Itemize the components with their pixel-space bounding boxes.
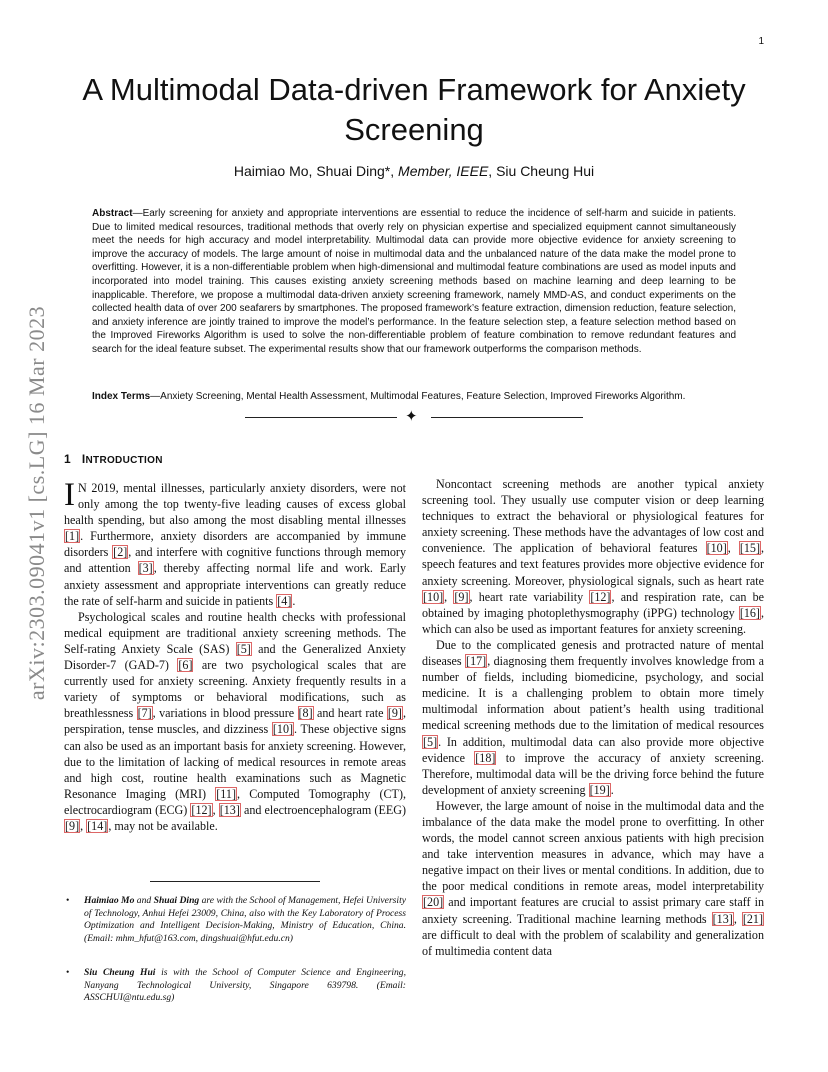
text: ,: [444, 589, 454, 604]
text: are two psychological scales that are currently used for anxiety screening. Anxiety frequently results in a variety of symptoms or behavioral modifications, such as breathlessness: [64, 658, 406, 721]
citation-link[interactable]: [15]: [739, 541, 760, 556]
text: is with the School of Computer Science and Engineering, Nanyang Technological University, Singapore 639798. (Email: ASSCHUI@ntu.edu.sg): [84, 967, 406, 1004]
citation-link[interactable]: [12]: [191, 802, 212, 817]
citation-link[interactable]: [5]: [423, 734, 438, 749]
index-terms-text: —Anxiety Screening, Mental Health Assessment, Multimodal Features, Feature Selection, Improved Fireworks Algorithm.: [150, 391, 686, 402]
citation-link[interactable]: [4]: [277, 593, 292, 608]
citation-link[interactable]: [20]: [423, 895, 444, 910]
citation-link[interactable]: [16]: [739, 605, 760, 620]
citation-link[interactable]: [8]: [298, 706, 313, 721]
text: , heart rate variability: [469, 589, 590, 604]
authors: [60, 163, 768, 179]
section-separator: [245, 407, 583, 425]
author-name: Shuai Ding: [153, 895, 200, 906]
text: . In addition, multimodal data can also provide more objective evidence: [422, 734, 764, 765]
text: ,: [80, 818, 87, 833]
text: , which can also be used as important features for anxiety screening.: [422, 605, 764, 636]
text: and electroencephalogram (EEG): [240, 802, 406, 817]
paragraph: [422, 637, 764, 798]
citation-link[interactable]: [19]: [589, 782, 610, 797]
text: However, the large amount of noise in the multimodal data and the imbalance of the data make the model prone to overfitting. In other words, the model cannot screen anxious patients with high precision and take intervention measures in advance, which may have a negative impact on their lives or mental conditions. In addition, due to the poor medical conditions in remote areas, model interpretability: [422, 798, 764, 894]
author-name: Haimiao Mo: [84, 895, 135, 906]
footnote: [64, 967, 406, 1005]
author-membership: Member, IEEE: [398, 163, 489, 179]
text: and: [134, 895, 154, 906]
citation-link[interactable]: [13]: [219, 802, 240, 817]
text: and heart rate: [313, 706, 387, 721]
text: mental illnesses, particularly anxiety disorders, were not only among the top twenty-five leading causes of excess global health spending, but also among the most disabling mental illnesses: [64, 481, 407, 528]
abstract-text: —Early screening for anxiety and appropriate interventions are essential to reduce the incidence of self-harm and suicide in patients. Due to limited medical resources, traditional methods that overly rely on physician expertise and specialized equipment cannot simultaneously meet the needs for high accuracy and model interpretability. Multimodal data can provide more objective evidence for anxiety screening to improve the accuracy of models. The large amount of noise in multimodal data and the unbalanced nature of the data make the model prone to overfitting. However, it is a non-differentiable problem when high-dimensional and multimodal feature combinations are used as model inputs and incorporated into model training. This causes existing anxiety screening methods based on machine learning and deep learning to be inapplicable. Therefore, we propose a multimodal data-driven anxiety screening framework, namely MMD-AS, and conduct experiments on the collected health data of over 200 seafarers by smartphones. The proposed framework’s feature extraction, dimension reduction, feature selection, and anxiety inference are jointly trained to improve the model’s performance. In the feature selection step, a feature selection method based on the Improved Fireworks Algorithm is used to solve the non-differentiable problem of feature combination to remove redundant features and search for the ideal feature subset. The experimental results show that our framework outperforms the comparison methods.: [92, 208, 736, 355]
citation-link[interactable]: [10]: [272, 722, 294, 737]
arxiv-id: arXiv:2303.09041v1 [cs.LG] 16 Mar 2023: [24, 305, 49, 701]
text: .: [292, 593, 296, 608]
lead-text: N 2019,: [78, 481, 124, 495]
text: , diagnosing them frequently involves knowledge from a number of fields, including biomedicine, psychology, and social medicine. It is a challenging problem to obtain more timely multimodal information about patient’s health using traditional medical screening methods due to the limitation of medical resources: [422, 654, 764, 733]
text: . Furthermore, anxiety disorders are accompanied by immune disorders: [64, 529, 406, 560]
footnote-rule: [150, 881, 320, 882]
paper-title: A Multimodal Data-driven Framework for Anxiety Screening: [82, 72, 746, 147]
citation-link[interactable]: [11]: [216, 786, 236, 801]
citation-link[interactable]: [17]: [466, 654, 487, 669]
citation-link[interactable]: [1]: [65, 529, 80, 544]
index-terms-label: Index Terms: [92, 391, 151, 402]
author-name: Siu Cheung Hui: [84, 967, 156, 978]
drop-cap: I: [64, 477, 75, 513]
text: , variations in blood pressure: [152, 706, 298, 721]
text: ,: [727, 541, 739, 556]
section-heading: [64, 452, 163, 466]
bullet-icon: •: [66, 895, 70, 906]
citation-link[interactable]: [3]: [138, 561, 153, 576]
paragraph: [422, 798, 764, 959]
page-number: 1: [758, 36, 764, 47]
citation-link[interactable]: [9]: [454, 589, 469, 604]
text: are difficult to deal with the problem of scalability and generalization of multimedia content data: [422, 927, 764, 958]
citation-link[interactable]: [12]: [590, 589, 611, 604]
citation-link[interactable]: [2]: [113, 545, 128, 560]
text: Due to the complicated genesis and protracted nature of mental diseases: [422, 637, 764, 669]
citation-link[interactable]: [9]: [65, 818, 80, 833]
text: and the Generalized Anxiety Disorder-7 (GAD-7): [64, 641, 406, 673]
text: . These objective signs can also be used as an important basis for anxiety screening. However, due to the limitation of lacking of medical resources in remote areas and high cost, routine health examinations such as Magnetic Resonance Imaging (MRI): [64, 722, 406, 801]
author-names-rest: , Siu Cheung Hui: [488, 163, 595, 179]
citation-link[interactable]: [10]: [423, 589, 444, 604]
text: , speech features and text features provides more objective evidence for anxiety screening. Moreover, physiological signals, such as heart rate: [422, 541, 765, 588]
citation-link[interactable]: [7]: [137, 706, 152, 721]
citation-link[interactable]: [13]: [712, 911, 733, 926]
paragraph: [64, 477, 407, 609]
footnote: [64, 895, 406, 945]
text: Noncontact screening methods are another typical anxiety screening tool. They usually use computer vision or deep learning techniques to extract the behavioral or physiological features for anxiety screening. These methods have the advantages of low cost and convenience. The application of behavioral features: [422, 477, 764, 556]
text: , and interfere with cognitive functions through memory and attention: [64, 545, 406, 576]
author-names: Haimiao Mo, Shuai Ding*,: [233, 163, 399, 179]
citation-link[interactable]: [6]: [178, 658, 193, 673]
index-terms: [92, 390, 736, 404]
left-column: [64, 477, 407, 834]
text: , may not be available.: [108, 818, 218, 833]
citation-link[interactable]: [18]: [475, 750, 496, 765]
right-column: [422, 476, 764, 959]
diamond-star-icon: ✦: [405, 407, 418, 425]
footnote-text: [84, 967, 406, 1005]
text: Psychological scales and routine health checks with professional medical equipment are traditional anxiety screening methods. The Self-rating Anxiety Scale (SAS): [64, 609, 406, 656]
abstract-label: Abstract: [92, 208, 133, 219]
footnote-text: [84, 895, 406, 945]
citation-link[interactable]: [21]: [742, 911, 763, 926]
citation-link[interactable]: [9]: [387, 706, 402, 721]
paragraph: [64, 609, 406, 834]
abstract: [92, 207, 736, 357]
paragraph: [422, 476, 764, 637]
text: are with the School of Management, Hefei University of Technology, Anhui Hefei 23009, China, also with the Key Laboratory of Process Optimization and Intelligent Decision-Making, Ministry of Education, China. (Email: mhm_hfut@163.com, dingshuai@hfut.edu.cn): [84, 895, 406, 944]
text: , thereby affecting normal life and work. Early anxiety assessment and appropriate interventions can greatly reduce the rate of self-harm and suicide in patients: [64, 561, 406, 608]
arxiv-watermark: [12, 0, 62, 1072]
section-number: 1: [64, 452, 71, 466]
citation-link[interactable]: [10]: [706, 541, 727, 556]
text: , Computed Tomography (CT), electrocardiogram (ECG): [64, 786, 406, 817]
text: ,: [733, 911, 742, 926]
text: , and respiration rate, can be obtained by imaging photoplethysmography (iPPG) technology: [422, 589, 764, 620]
text: to improve the accuracy of anxiety screening. Therefore, multimodal data will be the driving force behind the future development of anxiety screening: [422, 750, 765, 797]
text: and important features are crucial to assist primary care staff in anxiety screening. Traditional machine learning methods: [422, 895, 764, 926]
text: , perspiration, tense muscles, and dizziness: [64, 706, 406, 737]
section-title-rest: NTRODUCTION: [85, 455, 163, 466]
bullet-icon: •: [66, 967, 70, 978]
section-title-initial: I: [81, 452, 86, 466]
text: ,: [212, 802, 219, 817]
citation-link[interactable]: [14]: [87, 818, 108, 833]
text: .: [610, 782, 614, 797]
citation-link[interactable]: [5]: [236, 641, 251, 656]
